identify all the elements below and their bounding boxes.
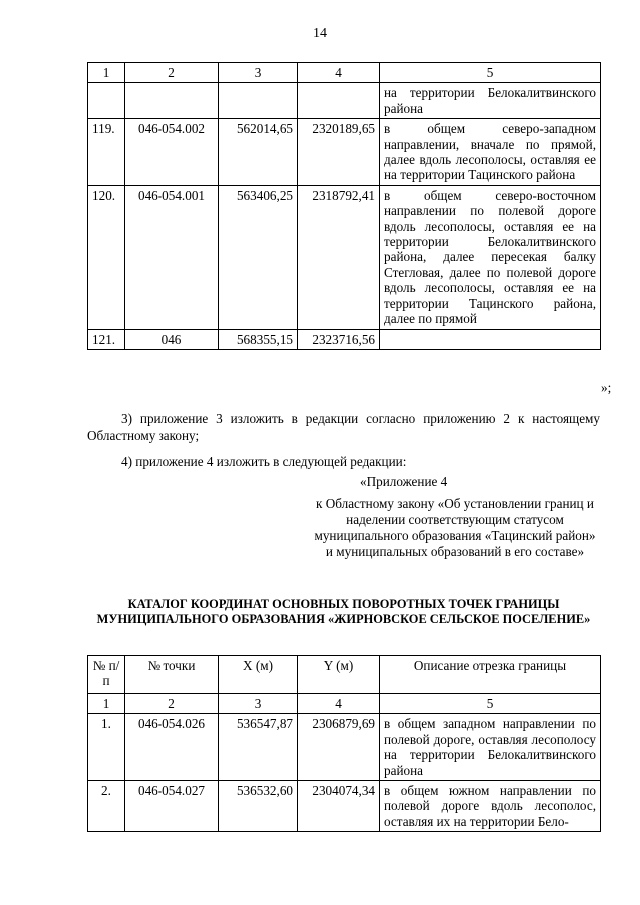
coordinates-table-continued [87,62,601,350]
x-coordinate: 536547,87 [219,714,298,781]
column-number-4: 4 [298,63,380,83]
point-id: 046-054.026 [125,714,219,781]
table-number-row [88,694,601,714]
closing-quote: »; [601,380,612,395]
table-row [88,185,601,329]
paragraph-item-3: 3) приложение 3 изложить в редакции согласно приложению 2 к настоящему Областному закону; [87,411,600,443]
row-number [88,83,125,119]
point-id: 046-054.001 [125,185,219,329]
table-row [88,119,601,186]
column-number-5: 5 [380,694,601,714]
x-coordinate: 563406,25 [219,185,298,329]
y-coordinate: 2323716,56 [298,329,380,349]
column-number-4: 4 [298,694,380,714]
row-number: 121. [88,329,125,349]
column-number-1: 1 [88,63,125,83]
header-x: X (м) [219,656,298,694]
page-number: 14 [313,26,327,41]
column-number-2: 2 [125,694,219,714]
table-row [88,714,601,781]
header-point-number: № точки [125,656,219,694]
row-number: 120. [88,185,125,329]
table-row [88,781,601,832]
column-number-1: 1 [88,694,125,714]
column-number-5: 5 [380,63,601,83]
header-row-number: № п/п [88,656,125,694]
coordinates-table [87,655,601,832]
column-number-3: 3 [219,63,298,83]
segment-description: в общем западном направлении по полевой дороге, оставляя лесополосу на территории Белокалитвинского района [380,714,601,781]
table-number-row [88,63,601,83]
segment-description: в общем северо-западном направлении, вначале по прямой, далее вдоль лесополосы, оставляя ее на территории Тацинского района [380,119,601,186]
row-number: 1. [88,714,125,781]
x-coordinate [219,83,298,119]
y-coordinate [298,83,380,119]
y-coordinate: 2318792,41 [298,185,380,329]
point-id [125,83,219,119]
appendix-heading: «Приложение 4 [360,474,448,489]
row-number: 2. [88,781,125,832]
row-number: 119. [88,119,125,186]
table-row [88,329,601,349]
segment-description [380,329,601,349]
column-number-3: 3 [219,694,298,714]
x-coordinate: 536532,60 [219,781,298,832]
appendix-subtitle: к Областному закону «Об установлении границ и наделении соответствующим статусом муниципального образования «Тацинский район» и муниципальных образований в его составе» [314,496,596,559]
segment-description: в общем южном направлении по полевой дороге вдоль лесополос, оставляя их на территории Бело- [380,781,601,832]
segment-description: в общем северо-восточном направлении по полевой дороге вдоль лесополосы, оставляя ее на территории Белокалитвинского района, далее пересекая балку Стегловая, далее по полевой дороге вдоль лесополосы, оставляя ее на территории Тацинского района, далее по прямой [380,185,601,329]
table-row [88,83,601,119]
x-coordinate: 562014,65 [219,119,298,186]
paragraph-item-4: 4) приложение 4 изложить в следующей редакции: [121,454,407,469]
point-id: 046-054.002 [125,119,219,186]
catalog-title: КАТАЛОГ КООРДИНАТ ОСНОВНЫХ ПОВОРОТНЫХ ТОЧЕК ГРАНИЦЫ МУНИЦИПАЛЬНОГО ОБРАЗОВАНИЯ «ЖИРНОВСКОЕ СЕЛЬСКОЕ ПОСЕЛЕНИЕ» [96,597,591,626]
header-description: Описание отрезка границы [380,656,601,694]
y-coordinate: 2306879,69 [298,714,380,781]
point-id: 046-054.027 [125,781,219,832]
x-coordinate: 568355,15 [219,329,298,349]
column-number-2: 2 [125,63,219,83]
y-coordinate: 2320189,65 [298,119,380,186]
segment-description: на территории Белокалитвинского района [380,83,601,119]
table-header-row [88,656,601,694]
header-y: Y (м) [298,656,380,694]
y-coordinate: 2304074,34 [298,781,380,832]
point-id: 046 [125,329,219,349]
